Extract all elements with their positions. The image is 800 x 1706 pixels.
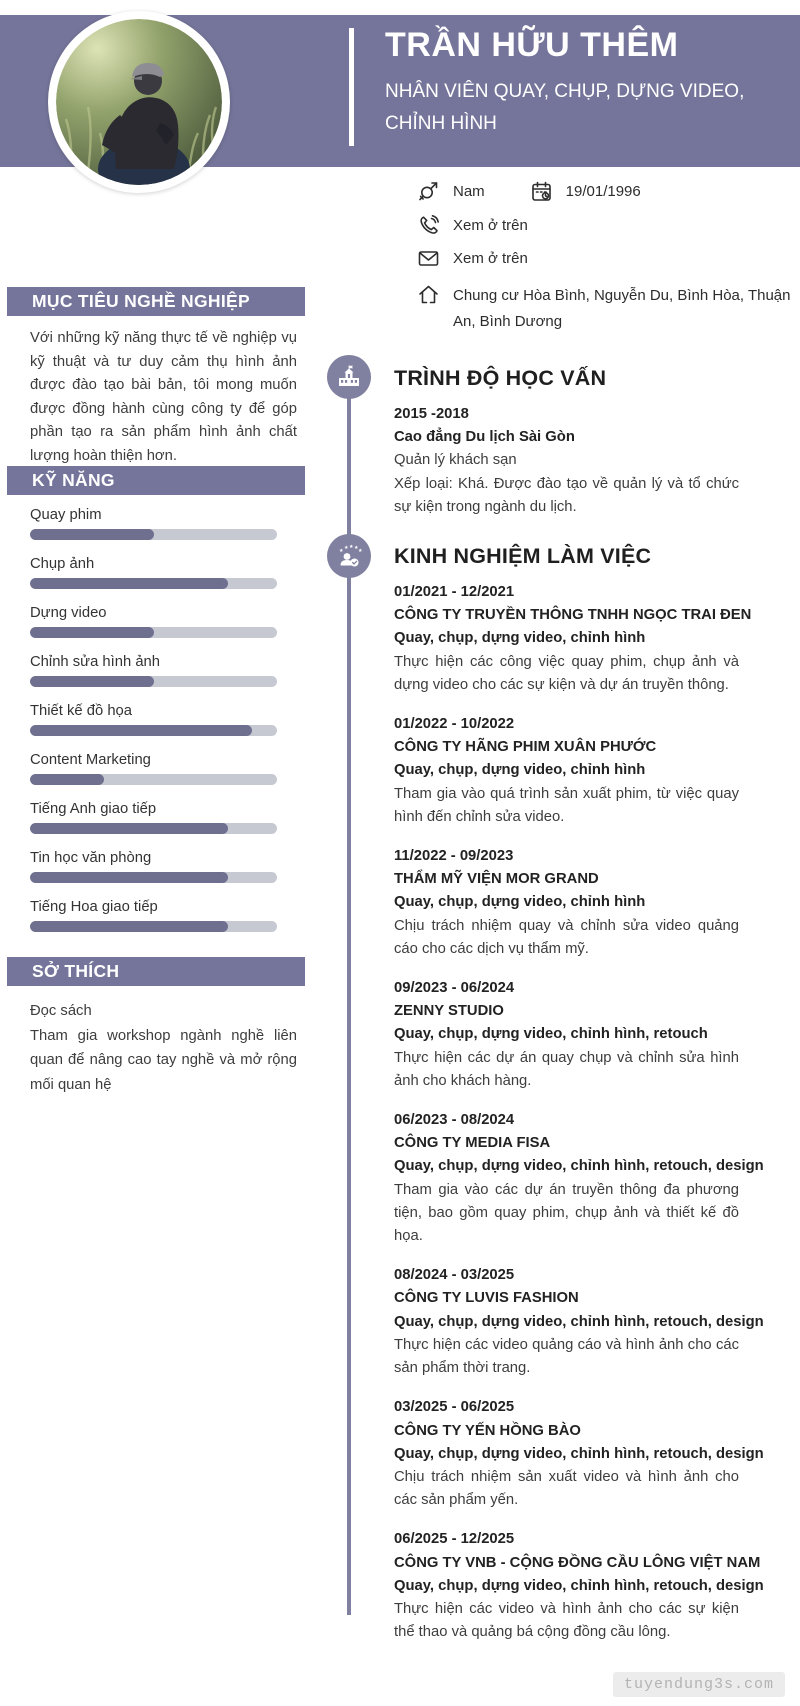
experience-company: CÔNG TY LUVIS FASHION: [394, 1290, 579, 1307]
experience-description: Thực hiện các công việc quay phim, chụp ảnh và dựng video cho các sự kiện và dự án truyền thông.: [394, 653, 739, 693]
experience-role: Quay, chụp, dựng video, chỉnh hình, retouch, design: [394, 1313, 764, 1330]
experience-period: 03/2025 - 06/2025: [394, 1399, 515, 1416]
experience-section-heading: KINH NGHIỆM LÀM VIỆC: [394, 544, 652, 568]
experience-role: Quay, chụp, dựng video, chỉnh hình, retouch, design: [394, 1577, 764, 1594]
watermark-link[interactable]: tuyendung3s.com: [613, 1672, 785, 1697]
education-section-heading: TRÌNH ĐỘ HỌC VẤN: [394, 366, 607, 390]
education-major: Quản lý khách sạn: [394, 452, 517, 469]
svg-text:★: ★: [343, 544, 348, 551]
skills-list: [30, 506, 277, 947]
email-value: Xem ở trên: [453, 250, 528, 267]
experience-entry: [394, 977, 739, 1093]
experience-description: Chịu trách nhiệm sản xuất video và hình ảnh cho các sản phẩm yến.: [394, 1468, 739, 1509]
experience-period: 09/2023 - 06/2024: [394, 980, 515, 997]
skill-label: Tiếng Hoa giao tiếp: [30, 899, 158, 915]
experience-description: Chịu trách nhiệm quay và chỉnh sửa video quảng cáo cho các dịch vụ thẩm mỹ.: [394, 917, 739, 957]
experience-icon: [327, 534, 371, 578]
skill-label: Chụp ảnh: [30, 556, 95, 572]
contact-row-address: [417, 283, 791, 335]
skill-bar-fill: [30, 627, 154, 638]
experience-role: Quay, chụp, dựng video, chỉnh hình, retouch: [394, 1026, 708, 1043]
education-school: Cao đẳng Du lịch Sài Gòn: [394, 429, 575, 446]
experience-role: Quay, chụp, dựng video, chỉnh hình: [394, 630, 646, 647]
experience-entry: [394, 713, 739, 829]
experience-role: Quay, chụp, dựng video, chỉnh hình: [394, 762, 646, 779]
birthday-group: [530, 180, 641, 203]
svg-text:★: ★: [357, 547, 362, 554]
profile-photo-image: [56, 19, 222, 185]
skill-bar-fill: [30, 578, 228, 589]
experience-entry: [394, 581, 752, 697]
experience-description: Tham gia vào các dự án truyền thông đa phương tiện, bao gồm quay phim, chụp ảnh và thiết kế đồ họa.: [394, 1181, 739, 1245]
profile-photo: [48, 11, 230, 193]
education-period: 2015 -2018: [394, 406, 469, 422]
experience-period: 01/2021 - 12/2021: [394, 584, 515, 600]
objective-text: Với những kỹ năng thực tế về nghiệp vụ kỹ thuật và tư duy cảm thụ hình ảnh được đào tạo bài bản, tôi mong muốn được đồng hành cùng công ty để góp phần tạo ra sản phẩm hình ảnh chất lượng hoàn thiện hơn.: [30, 330, 297, 464]
experience-role: Quay, chụp, dựng video, chỉnh hình: [394, 894, 646, 911]
header-accent-bar: [349, 28, 354, 146]
experience-company: ZENNY STUDIO: [394, 1003, 504, 1020]
calendar-icon: [530, 180, 553, 203]
experience-entry: [394, 1109, 764, 1248]
skill-label: Tin học văn phòng: [30, 850, 152, 866]
experience-description: Tham gia vào quá trình sản xuất phim, từ việc quay hình đến chỉnh sửa video.: [394, 785, 739, 825]
experience-period: 01/2022 - 10/2022: [394, 716, 515, 733]
experience-period: 11/2022 - 09/2023: [394, 848, 514, 865]
skill-bar-fill: [30, 529, 154, 540]
skill-label: Chỉnh sửa hình ảnh: [30, 654, 161, 670]
experience-company: CÔNG TY HÃNG PHIM XUÂN PHƯỚC: [394, 739, 657, 756]
experience-role: Quay, chụp, dựng video, chỉnh hình, retouch, design: [394, 1158, 764, 1175]
svg-text:★: ★: [348, 543, 353, 550]
experience-period: 06/2025 - 12/2025: [394, 1531, 515, 1548]
skill-item: [30, 898, 277, 947]
skill-item: [30, 653, 277, 702]
experience-company: CÔNG TY TRUYỀN THÔNG TNHH NGỌC TRAI ĐEN: [394, 607, 752, 624]
experience-role: Quay, chụp, dựng video, chỉnh hình, retouch, design: [394, 1445, 764, 1462]
skill-bar-fill: [30, 872, 228, 883]
svg-text:★: ★: [353, 544, 358, 551]
skill-item: [30, 604, 277, 653]
contact-row-email: [417, 247, 528, 270]
gender-icon: [417, 180, 440, 203]
hobbies-heading: SỞ THÍCH: [7, 957, 305, 986]
skill-label: Thiết kế đồ họa: [30, 703, 133, 719]
hobby-item: Đọc sách: [30, 1003, 92, 1019]
skill-label: Quay phim: [30, 507, 102, 523]
skill-bar-fill: [30, 774, 104, 785]
skill-bar-fill: [30, 823, 228, 834]
gender-value: Nam: [453, 183, 485, 200]
experience-period: 08/2024 - 03/2025: [394, 1267, 515, 1284]
skill-bar-track: [30, 725, 277, 736]
experience-description: Thực hiện các dự án quay chụp và chỉnh sửa hình ảnh cho khách hàng.: [394, 1049, 739, 1089]
skill-bar-track: [30, 627, 277, 638]
experience-entries: [394, 581, 764, 1644]
skill-bar-fill: [30, 921, 228, 932]
skill-label: Tiếng Anh giao tiếp: [30, 801, 157, 817]
contact-row-phone: [417, 214, 528, 237]
experience-period: 06/2023 - 08/2024: [394, 1112, 515, 1129]
skill-bar-fill: [30, 725, 252, 736]
skill-item: [30, 506, 277, 555]
skill-item: [30, 849, 277, 898]
hobbies-list: [30, 999, 297, 1097]
skill-bar-track: [30, 823, 277, 834]
experience-entry: [394, 1264, 764, 1380]
skill-label: Content Marketing: [30, 752, 151, 768]
experience-description: Thực hiện các video quảng cáo và hình ảnh cho các sản phẩm thời trang.: [394, 1336, 739, 1377]
phone-icon: [417, 214, 440, 237]
skill-bar-track: [30, 529, 277, 540]
candidate-name: TRẦN HỮU THÊM: [385, 26, 679, 64]
address-value: Chung cư Hòa Bình, Nguyễn Du, Bình Hòa, Thuận An, Bình Dương: [453, 287, 791, 330]
experience-entry: [394, 1528, 764, 1644]
phone-value: Xem ở trên: [453, 217, 528, 234]
skill-bar-track: [30, 774, 277, 785]
job-title: NHÂN VIÊN QUAY, CHỤP, DỰNG VIDEO, CHỈNH HÌNH: [385, 81, 745, 134]
skill-item: [30, 800, 277, 849]
hobby-item: Tham gia workshop ngành nghề liên quan để nâng cao tay nghề và mở rộng mối quan hệ: [30, 1027, 297, 1093]
skill-bar-fill: [30, 676, 154, 687]
experience-company: CÔNG TY YẾN HỒNG BÀO: [394, 1422, 581, 1439]
experience-company: CÔNG TY MEDIA FISA: [394, 1135, 551, 1152]
experience-section: [394, 541, 764, 1660]
education-icon: [327, 355, 371, 399]
experience-company: THẨM MỸ VIỆN MOR GRAND: [394, 871, 599, 888]
skill-bar-track: [30, 578, 277, 589]
home-icon: [417, 283, 440, 306]
education-section: [394, 363, 739, 519]
contact-row-gender-birthday: [417, 180, 641, 203]
skill-bar-track: [30, 872, 277, 883]
skill-item: [30, 702, 277, 751]
objective-heading: MỤC TIÊU NGHỀ NGHIỆP: [7, 287, 305, 316]
skill-bar-track: [30, 921, 277, 932]
experience-entry: [394, 845, 739, 961]
skills-heading: KỸ NĂNG: [7, 466, 305, 495]
skill-item: [30, 555, 277, 604]
mail-icon: [417, 247, 440, 270]
experience-description: Thực hiện các video và hình ảnh cho các sự kiện thể thao và quảng bá cộng đồng cầu lông.: [394, 1600, 739, 1641]
skill-label: Dựng video: [30, 605, 107, 621]
svg-text:★: ★: [338, 547, 343, 554]
skill-bar-track: [30, 676, 277, 687]
experience-entry: [394, 1396, 764, 1512]
birthday-value: 19/01/1996: [565, 183, 641, 200]
experience-company: CÔNG TY VNB - CỘNG ĐỒNG CẦU LÔNG VIỆT NAM: [394, 1554, 761, 1571]
education-note: Xếp loại: Khá. Được đào tạo về quản lý và tổ chức sự kiện trong ngành du lịch.: [394, 475, 739, 515]
skill-item: [30, 751, 277, 800]
